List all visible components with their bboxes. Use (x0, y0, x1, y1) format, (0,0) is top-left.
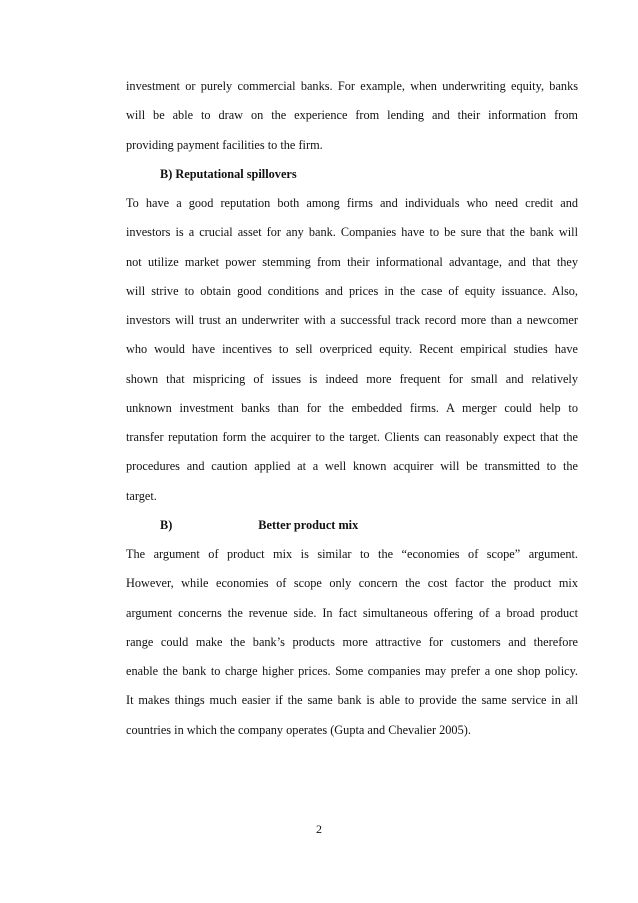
paragraph-3-line: It makes things much easier if the same bank is able to provide the same service in all (126, 693, 578, 708)
paragraph-2-line: procedures and caution applied at a well known acquirer will be transmitted to the (126, 459, 578, 474)
heading-title: Better product mix (258, 517, 359, 532)
paragraph-3-line: argument concerns the revenue side. In fact simultaneous offering of a broad product (126, 605, 578, 620)
paragraph-2-line: investors will trust an underwriter with a successful track record more than a newcomer (126, 313, 578, 327)
paragraph-1-line: investment or purely commercial banks. For example, when underwriting equity, banks (126, 79, 578, 93)
paragraph-3-line: enable the bank to charge higher prices. Some companies may prefer a one shop policy. (126, 664, 578, 678)
paragraph-2-line: target. (126, 488, 157, 503)
paragraph-1-line: will be able to draw on the experience from lending and their information from (126, 108, 578, 123)
body-text (126, 72, 578, 745)
paragraph-2-line: not utilize market power stemming from their informational advantage, and that they (126, 254, 578, 269)
paragraph-3-line: countries in which the company operates (Gupta and Chevalier 2005). (126, 722, 471, 737)
paragraph-1-line: providing payment facilities to the firm. (126, 137, 323, 152)
heading-better-product-mix (126, 511, 578, 540)
paragraph-2-line: unknown investment banks than for the embedded firms. A merger could help to (126, 400, 578, 415)
heading-reputational-spillovers: B) Reputational spillovers (160, 166, 297, 181)
paragraph-3-line: However, while economies of scope only concern the cost factor the product mix (126, 576, 578, 591)
paragraph-2-line: investors is a crucial asset for any bank. Companies have to be sure that the bank will (126, 225, 578, 240)
paragraph-3-line: range could make the bank’s products more attractive for customers and therefore (126, 634, 578, 649)
paragraph-2-line: who would have incentives to sell overpriced equity. Recent empirical studies have (126, 342, 578, 357)
paragraph-2-line: shown that mispricing of issues is indeed more frequent for small and relatively (126, 371, 578, 386)
paragraph-2-line: To have a good reputation both among firms and individuals who need credit and (126, 196, 578, 210)
paragraph-2-line: transfer reputation form the acquirer to the target. Clients can reasonably expect that the (126, 430, 578, 444)
heading-label: B) (160, 517, 173, 532)
paragraph-2-line: will strive to obtain good conditions and prices in the case of equity issuance. Also, (126, 283, 578, 298)
paragraph-3-line: The argument of product mix is similar to the “economies of scope” argument. (126, 547, 578, 561)
page-number: 2 (316, 822, 322, 836)
